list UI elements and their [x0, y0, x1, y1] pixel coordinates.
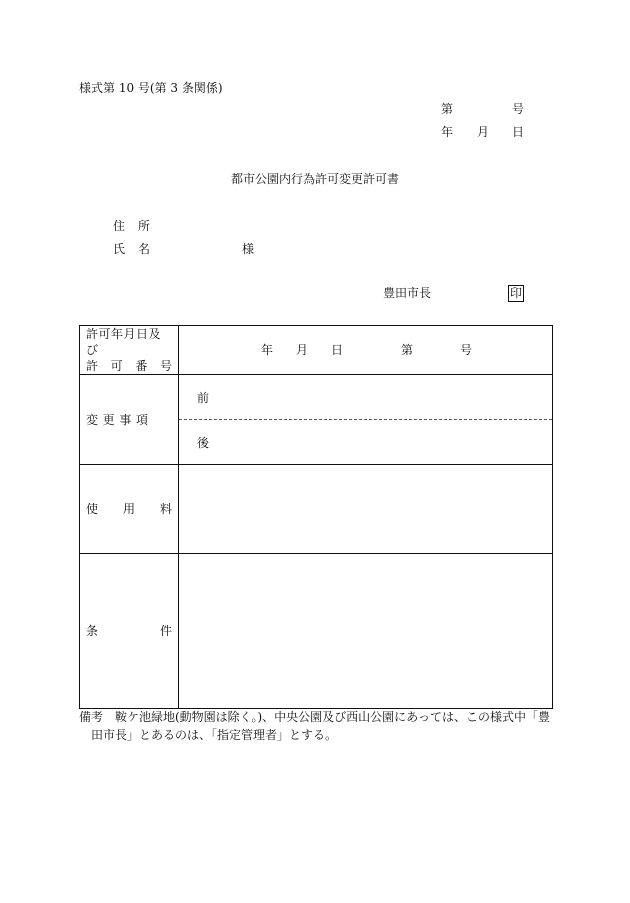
conditions-value — [179, 554, 553, 709]
permit-date-label-line1: 許可年月日及び — [86, 327, 162, 357]
permit-table — [79, 325, 553, 709]
row-change-items — [80, 375, 553, 465]
form-number: 様式第 10 号(第 3 条関係) — [79, 81, 223, 95]
change-after: 後 — [197, 435, 210, 450]
header-hi: 日 — [512, 125, 525, 139]
name-label-1: 氏 — [113, 242, 126, 256]
address-label-2: 所 — [138, 219, 151, 233]
usage-fee-value — [179, 465, 553, 554]
note-line-2: 田市長」とあるのは、「指定管理者」とする。 — [91, 728, 338, 742]
header-dai: 第 — [441, 102, 454, 116]
change-before: 前 — [179, 375, 552, 420]
honorific-sama: 様 — [242, 242, 255, 256]
permit-date-value: 年 月 日 第 号 — [179, 326, 553, 375]
header-go: 号 — [512, 102, 525, 116]
seal-stamp: 印 — [509, 286, 522, 300]
seal-mark — [508, 285, 524, 302]
issuer-name: 豊田市長 — [383, 286, 432, 300]
usage-fee-label: 使 用 料 — [80, 465, 179, 554]
conditions-label: 条 件 — [80, 554, 179, 709]
change-items-label: 変 更 事 項 — [80, 375, 179, 465]
header-nen: 年 — [441, 125, 454, 139]
note-line-1: 備考 鞍ケ池緑地(動物園は除く。)、中央公園及び西山公園にあっては、この様式中「豊 — [79, 710, 551, 724]
name-label-2: 名 — [138, 242, 151, 256]
row-permit-date — [80, 326, 553, 375]
address-label-1: 住 — [113, 219, 126, 233]
document-title: 都市公園内行為許可変更許可書 — [231, 172, 400, 186]
header-tsuki: 月 — [477, 125, 490, 139]
permit-number-label: 許 可 番 号 — [86, 359, 172, 373]
change-items-value — [179, 375, 553, 465]
row-usage-fee — [80, 465, 553, 554]
row-conditions — [80, 554, 553, 709]
row-permit-date-label — [80, 326, 179, 375]
